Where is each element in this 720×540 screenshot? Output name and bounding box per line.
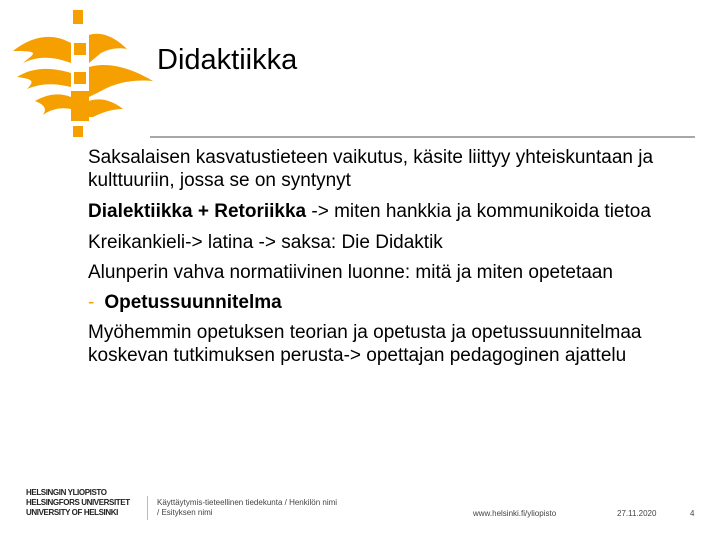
footer-university-line-sv: HELSINGFORS UNIVERSITET	[26, 498, 130, 507]
footer-department	[157, 498, 377, 518]
footer-url[interactable]: www.helsinki.fi/yliopisto	[473, 509, 557, 518]
footer-separator	[147, 496, 148, 520]
paragraph-2	[88, 200, 708, 223]
footer-university-line-en: UNIVERSITY OF HELSINKI	[26, 508, 118, 517]
paragraph-6: Myöhemmin opetuksen teorian ja opetusta ja opetussuunnitelmaa koskevan tutkimuksen perusta-> opettajan pedagoginen ajattelu	[88, 322, 642, 366]
paragraph-3: Kreikankieli-> latina -> saksa: Die Didaktik	[88, 232, 443, 253]
paragraph-1: Saksalaisen kasvatustieteen vaikutus, käsite liittyy yhteiskuntaan ja kulttuuriin, jossa se on syntynyt	[88, 147, 654, 191]
paragraph-2-bold: Dialektiikka + Retoriikka	[88, 201, 307, 222]
slide-body	[88, 146, 708, 375]
footer-university-name	[26, 488, 130, 518]
footer-university-line-fi: HELSINGIN YLIOPISTO	[26, 488, 107, 497]
paragraph-4: Alunperin vahva normatiivinen luonne: mitä ja miten opetetaan	[88, 262, 613, 283]
university-logo-icon	[5, 5, 155, 140]
paragraph-5	[88, 291, 708, 314]
dash-bullet: -	[88, 292, 95, 313]
slide-title: Didaktiikka	[157, 44, 298, 76]
footer-department-line-2: / Esityksen nimi	[157, 508, 213, 517]
footer-page-number: 4	[690, 509, 695, 518]
paragraph-5-bold: Opetussuunnitelma	[104, 292, 282, 313]
title-divider	[150, 136, 695, 138]
paragraph-2-rest: -> miten hankkia ja kommunikoida tietoa	[306, 201, 651, 222]
footer-date: 27.11.2020	[617, 509, 657, 518]
footer-department-line-1: Käyttäytymis-tieteellinen tiedekunta / Henkilön nimi	[157, 498, 338, 507]
